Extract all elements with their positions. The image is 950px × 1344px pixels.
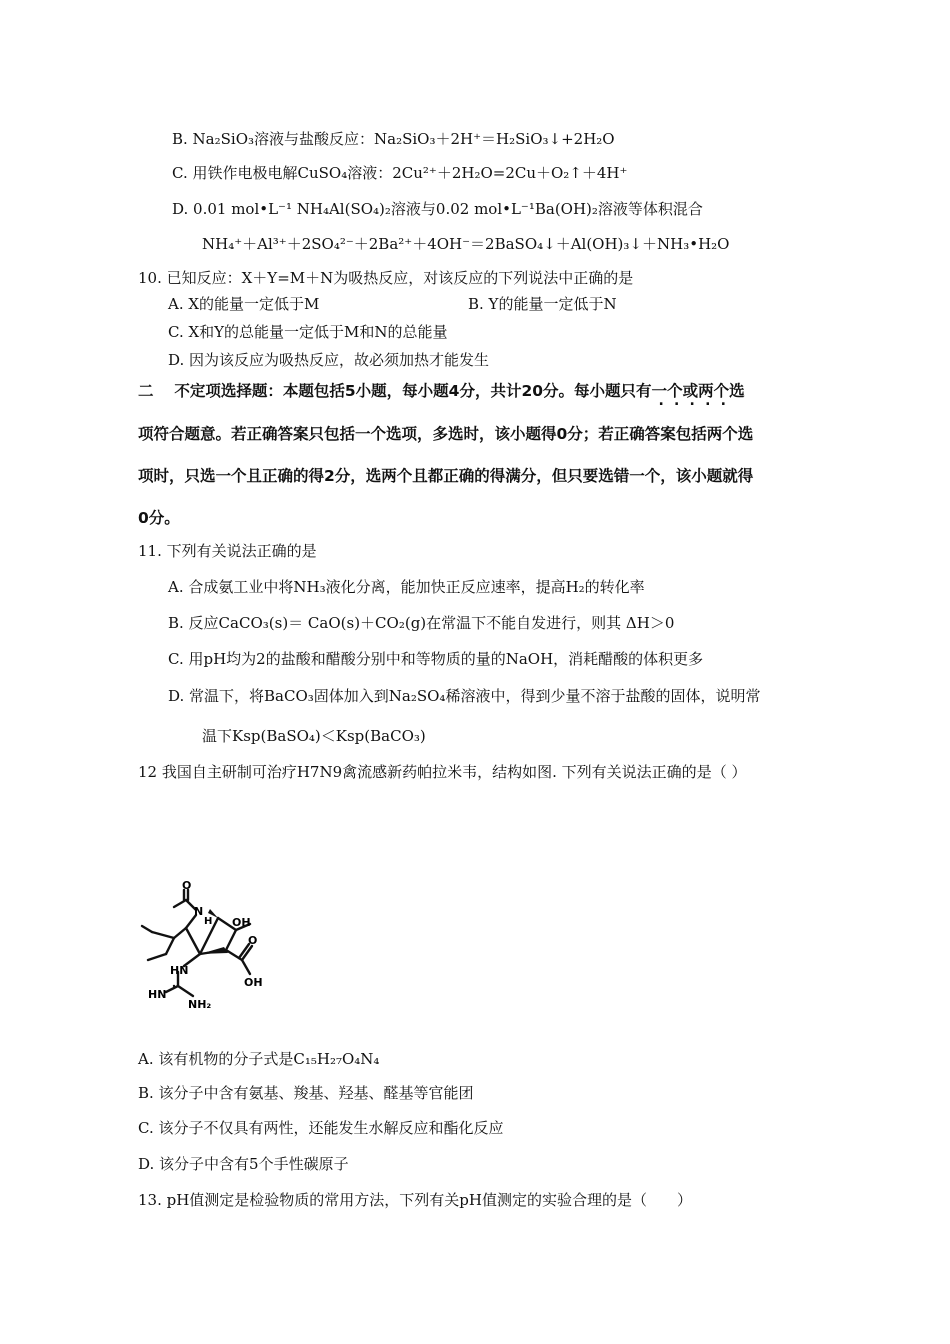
q10-option-d: D. 因为该反应为吸热反应，故必须加热才能发生 — [168, 351, 490, 369]
q10-option-a: A. X的能量一定低于M — [168, 295, 320, 313]
nitrogen-label: N — [194, 905, 204, 918]
q12-stem: 12 我国自主研制可治疗H7N9禽流感新药帕拉米韦，结构如图. 下列有关说法正确的是（ ） — [138, 763, 747, 781]
section2-instructions-line3: 项时，只选一个且正确的得2分，选两个且都正确的得满分，但只要选错一个，该小题就得 — [138, 467, 754, 485]
q11-option-a: A. 合成氨工业中将NH₃液化分离，能加快正反应速率，提高H₂的转化率 — [168, 578, 645, 596]
emphasis-char: 或 — [682, 382, 699, 400]
q11-option-d-cont: 温下Ksp(BaSO₄)＜Ksp(BaCO₃) — [202, 727, 426, 745]
q9-option-d: D. 0.01 mol•L⁻¹ NH₄Al(SO₄)₂溶液与0.02 mol•L⁻¹Ba(OH)₂溶液等体积混合 — [172, 200, 703, 218]
q13-stem: 13. pH值测定是检验物质的常用方法，下列有关pH值测定的实验合理的是（ ） — [138, 1191, 692, 1209]
emphasis-char: 一 — [651, 382, 668, 400]
q12-option-d: D. 该分子中含有5个手性碳原子 — [138, 1155, 349, 1173]
q11-option-b: B. 反应CaCO₃(s)＝ CaO(s)＋CO₂(g)在常温下不能自发进行，则其 ΔH＞0 — [168, 614, 675, 632]
peramivir-structure-diagram — [138, 880, 273, 1015]
q10-stem: 10. 已知反应：X＋Y=M＋N为吸热反应，对该反应的下列说法中正确的是 — [138, 269, 634, 287]
carbonyl-oxygen-label: O — [248, 934, 258, 947]
q10-option-c: C. X和Y的总能量一定低于M和N的总能量 — [168, 323, 448, 341]
section2-instructions-line1: 二 不定项选择题：本题包括5小题，每小题4分，共计20分。每小题只有一个或两个选 — [138, 382, 745, 400]
q12-option-c: C. 该分子不仅具有两性，还能发生水解反应和酯化反应 — [138, 1119, 504, 1137]
amino-label: NH₂ — [188, 998, 212, 1011]
amine-label: HN — [170, 964, 189, 977]
q10-option-b: B. Y的能量一定低于N — [468, 295, 617, 313]
emphasis-char: 个 — [667, 382, 683, 400]
q9-option-c: C. 用铁作电极电解CuSO₄溶液：2Cu²⁺＋2H₂O=2Cu＋O₂↑＋4H⁺ — [172, 164, 628, 182]
q9-option-d-equation: NH₄⁺＋Al³⁺＋2SO₄²⁻＋2Ba²⁺＋4OH⁻＝2BaSO₄↓＋Al(OH)₃↓＋NH₃•H₂O — [202, 235, 730, 253]
q11-stem: 11. 下列有关说法正确的是 — [138, 542, 317, 560]
q12-option-b: B. 该分子中含有氨基、羧基、羟基、醛基等官能团 — [138, 1084, 474, 1102]
hydroxyl-label: OH — [232, 916, 251, 929]
hydrogen-label: H — [204, 916, 213, 927]
emphasis-char: 个 — [713, 382, 730, 400]
carboxyl-oh-label: OH — [244, 976, 263, 989]
q12-option-a: A. 该有机物的分子式是C₁₅H₂₇O₄N₄ — [138, 1050, 380, 1068]
q11-option-c: C. 用pH均为2的盐酸和醋酸分别中和等物质的量的NaOH，消耗醋酸的体积更多 — [168, 650, 704, 668]
section2-instructions-line4: 0分。 — [138, 509, 180, 527]
section2-instructions-line2: 项符合题意。若正确答案只包括一个选项，多选时，该小题得0分；若正确答案包括两个选 — [138, 425, 754, 443]
oxygen-label: O — [182, 880, 192, 892]
q11-option-d: D. 常温下，将BaCO₃固体加入到Na₂SO₄稀溶液中，得到少量不溶于盐酸的固体，说明常 — [168, 687, 761, 705]
imine-label: HN — [148, 988, 167, 1001]
emphasis-char: 两 — [698, 382, 714, 400]
q9-option-b: B. Na₂SiO₃溶液与盐酸反应：Na₂SiO₃＋2H⁺＝H₂SiO₃↓+2H₂O — [172, 130, 615, 148]
